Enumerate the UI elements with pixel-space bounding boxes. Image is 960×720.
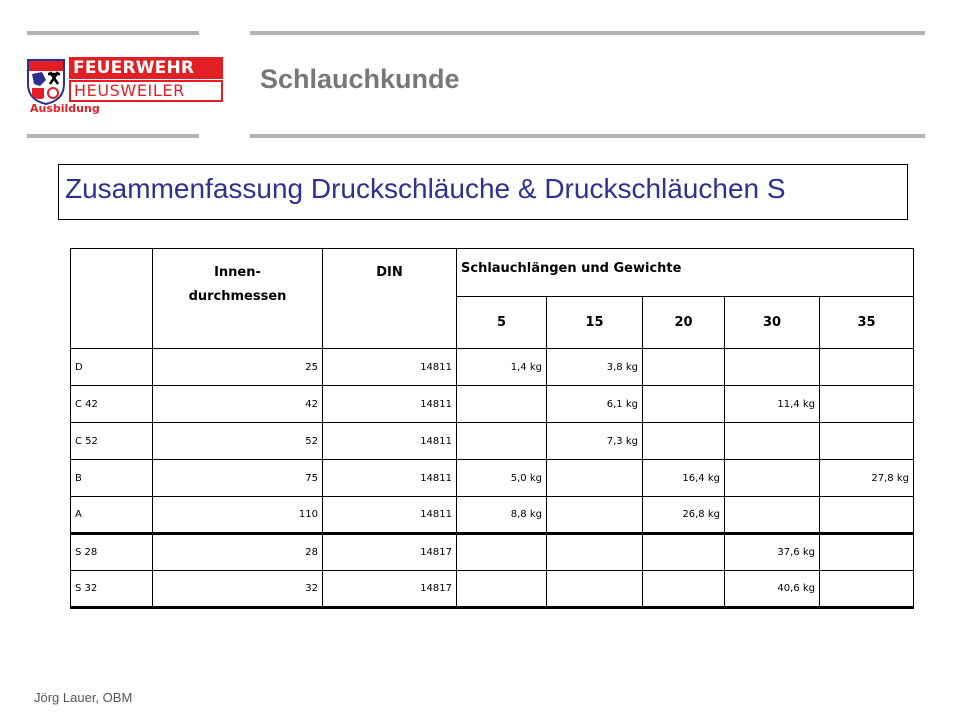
header-length: 20 — [643, 297, 725, 349]
cell-weight: 16,4 kg — [643, 460, 725, 497]
table-row — [71, 460, 914, 497]
cell-weight: 3,8 kg — [547, 349, 643, 386]
cell-type: C 42 — [71, 386, 153, 423]
cell-weight — [820, 534, 914, 571]
cell-diameter: 52 — [153, 423, 323, 460]
cell-weight — [725, 349, 820, 386]
cell-din: 14811 — [323, 497, 457, 534]
header-length: 15 — [547, 297, 643, 349]
page-title: Schlauchkunde — [260, 64, 460, 94]
cell-weight — [547, 460, 643, 497]
header-rule-left-bottom — [27, 134, 199, 138]
cell-weight — [820, 423, 914, 460]
cell-weight: 40,6 kg — [725, 571, 820, 608]
cell-weight — [820, 497, 914, 534]
logo-text-feuerwehr: FEUERWEHR — [69, 57, 223, 79]
cell-weight — [820, 386, 914, 423]
table-row — [71, 386, 914, 423]
cell-diameter: 32 — [153, 571, 323, 608]
cell-weight — [457, 423, 547, 460]
cell-weight — [725, 423, 820, 460]
footer-author: Jörg Lauer, OBM — [34, 690, 133, 705]
table-row — [71, 497, 914, 534]
cell-din: 14811 — [323, 423, 457, 460]
header-rule-right-bottom — [250, 134, 925, 138]
cell-weight — [643, 534, 725, 571]
cell-weight — [820, 571, 914, 608]
cell-weight — [643, 423, 725, 460]
cell-type: D — [71, 349, 153, 386]
cell-weight — [643, 386, 725, 423]
cell-weight — [457, 534, 547, 571]
header-din: DIN — [323, 249, 457, 349]
header-length: 35 — [820, 297, 914, 349]
cell-weight: 6,1 kg — [547, 386, 643, 423]
cell-weight: 27,8 kg — [820, 460, 914, 497]
header-length: 5 — [457, 297, 547, 349]
cell-din: 14817 — [323, 571, 457, 608]
subtitle-box — [58, 164, 908, 220]
cell-weight: 1,4 kg — [457, 349, 547, 386]
cell-din: 14811 — [323, 386, 457, 423]
table-row — [71, 571, 914, 608]
table-row — [71, 534, 914, 571]
header-lengths-weights: Schlauchlängen und Gewichte — [457, 249, 914, 297]
cell-type: C 52 — [71, 423, 153, 460]
header-diameter: Innen- durchmessen — [153, 249, 323, 349]
header-rule-right-top — [250, 31, 925, 35]
cell-weight: 26,8 kg — [643, 497, 725, 534]
subtitle: Zusammenfassung Druckschläuche & Druckschläuchen S — [65, 173, 786, 204]
cell-weight — [547, 571, 643, 608]
cell-weight: 37,6 kg — [725, 534, 820, 571]
hose-data-table — [70, 248, 914, 609]
cell-weight — [820, 349, 914, 386]
cell-type: B — [71, 460, 153, 497]
fire-department-logo — [24, 52, 204, 118]
cell-weight — [643, 571, 725, 608]
cell-weight: 5,0 kg — [457, 460, 547, 497]
header-blank-cell — [71, 249, 153, 349]
logo-text-heusweiler: HEUSWEILER — [69, 80, 223, 102]
header-length: 30 — [725, 297, 820, 349]
cell-diameter: 110 — [153, 497, 323, 534]
cell-type: A — [71, 497, 153, 534]
cell-weight: 7,3 kg — [547, 423, 643, 460]
cell-weight — [725, 497, 820, 534]
cell-weight — [547, 534, 643, 571]
header-rule-left-top — [27, 31, 199, 35]
cell-weight — [725, 460, 820, 497]
cell-weight — [457, 571, 547, 608]
cell-din: 14817 — [323, 534, 457, 571]
cell-diameter: 75 — [153, 460, 323, 497]
cell-diameter: 28 — [153, 534, 323, 571]
logo-text-ausbildung: Ausbildung — [30, 102, 100, 115]
cell-weight — [547, 497, 643, 534]
cell-weight — [643, 349, 725, 386]
cell-diameter: 42 — [153, 386, 323, 423]
cell-type: S 28 — [71, 534, 153, 571]
cell-din: 14811 — [323, 349, 457, 386]
cell-diameter: 25 — [153, 349, 323, 386]
table-row — [71, 349, 914, 386]
cell-weight: 8,8 kg — [457, 497, 547, 534]
cell-weight — [457, 386, 547, 423]
cell-weight: 11,4 kg — [725, 386, 820, 423]
table-row — [71, 423, 914, 460]
cell-din: 14811 — [323, 460, 457, 497]
cell-type: S 32 — [71, 571, 153, 608]
coat-of-arms-icon — [26, 58, 66, 106]
